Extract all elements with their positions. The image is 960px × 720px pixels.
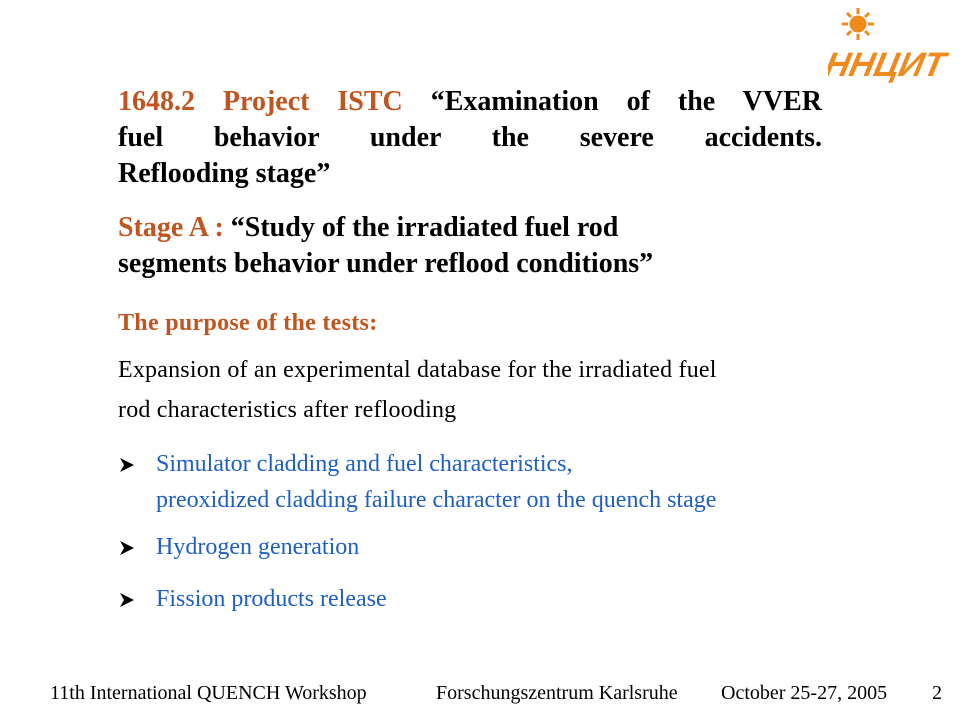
stage-heading <box>118 210 838 282</box>
logo-text: ННЦИТ <box>828 46 949 84</box>
stage-line-1 <box>118 210 838 246</box>
bullet-2-line-1: Hydrogen generation <box>156 534 360 560</box>
list-item <box>118 446 878 518</box>
footer-institution: Forschungszentrum Karlsruhe <box>436 682 678 704</box>
bullet-3-line-1: Fission products release <box>156 586 387 612</box>
title-line-1-rest: “Examination of the VVER <box>402 86 822 117</box>
arrow-bullet-icon <box>118 591 136 609</box>
organization-logo <box>828 6 954 96</box>
title-line-2: fuel behavior under the severe accidents. <box>118 122 822 153</box>
project-id: 1648.2 Project ISTC <box>118 86 403 117</box>
arrow-bullet-icon <box>118 539 136 557</box>
slide-footer <box>0 682 960 712</box>
sun-burst-logo-icon <box>828 6 954 96</box>
title-line-1 <box>118 84 822 120</box>
arrow-bullet-icon <box>118 456 136 474</box>
stage-line-2: segments behavior under reflood conditions” <box>118 248 654 279</box>
footer-workshop: 11th International QUENCH Workshop <box>50 682 367 704</box>
stage-line-1-rest: “Study of the irradiated fuel rod <box>223 212 619 243</box>
title-line-3: Reflooding stage” <box>118 158 331 189</box>
purpose-line-1: Expansion of an experimental database for the irradiated fuel <box>118 357 717 383</box>
list-item <box>118 529 878 565</box>
page-number: 2 <box>932 682 942 704</box>
stage-prefix: Stage A : <box>118 212 224 243</box>
bullet-list <box>118 446 878 617</box>
purpose-text <box>118 350 858 430</box>
purpose-heading: The purpose of the tests: <box>118 310 378 336</box>
bullet-1-line-1: Simulator cladding and fuel characteristics, <box>156 451 573 477</box>
slide-title <box>118 84 822 192</box>
purpose-line-2: rod characteristics after reflooding <box>118 397 457 423</box>
bullet-1-line-2: preoxidized cladding failure character on the quench stage <box>156 487 717 513</box>
footer-date: October 25-27, 2005 <box>721 682 888 704</box>
list-item <box>118 581 878 617</box>
